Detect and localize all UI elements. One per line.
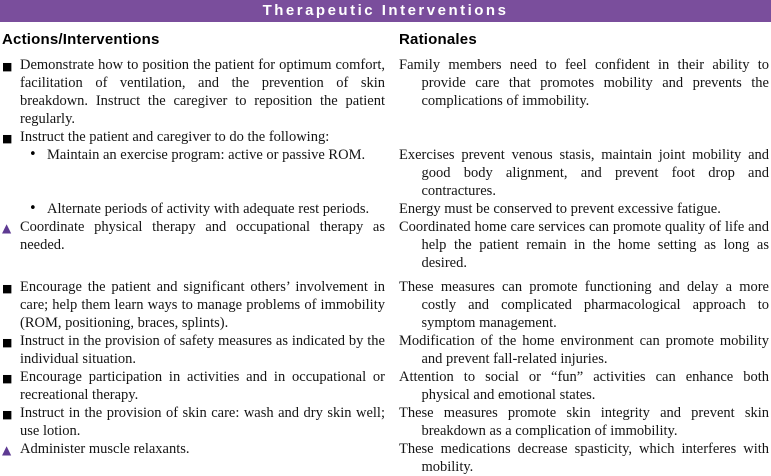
table-row-action xyxy=(2,56,385,128)
table-row-rationale: These measures promote skin integrity and prevent skin breakdown as a complication of immobility. xyxy=(399,405,769,439)
table-row-action xyxy=(2,200,385,218)
table-row-rationale: Modification of the home environment can promote mobility and prevent fall-related injuries. xyxy=(399,333,769,367)
table-row-action xyxy=(2,218,385,272)
square-bullet-icon: ■ xyxy=(2,60,13,73)
square-bullet-icon: ■ xyxy=(2,372,13,385)
table-row-rationale: These measures can promote functioning and delay a more costly and complicated pharmacological approach to symptom management. xyxy=(399,279,769,331)
table-title-bar xyxy=(0,0,771,22)
table-row-action xyxy=(2,278,385,332)
table-row-action xyxy=(2,128,385,146)
action-text: Instruct in the provision of safety measures as indicated by the individual situation. xyxy=(20,333,385,367)
table-row-rationale: Energy must be conserved to prevent excessive fatigue. xyxy=(399,201,721,217)
table-row-action xyxy=(2,404,385,440)
action-text: Administer muscle relaxants. xyxy=(20,441,190,457)
triangle-bullet-icon: ▲ xyxy=(2,443,12,457)
triangle-bullet-icon: ▲ xyxy=(2,221,12,235)
square-bullet-icon: ■ xyxy=(2,282,13,295)
dot-bullet-icon: • xyxy=(29,201,37,216)
table-row-rationale: Attention to social or “fun” activities can enhance both physical and emotional states. xyxy=(399,369,769,403)
action-text: Demonstrate how to position the patient for optimum comfort, facilitation of ventilation, and the prevention of skin breakdown. Instruct the caregiver to reposition the patient regularly. xyxy=(20,57,385,127)
action-text: Alternate periods of activity with adequate rest periods. xyxy=(47,201,370,217)
action-text: Instruct in the provision of skin care: wash and dry skin well; use lotion. xyxy=(20,405,385,439)
table-row-action xyxy=(2,332,385,368)
square-bullet-icon: ■ xyxy=(2,408,13,421)
table-row-action xyxy=(2,440,385,476)
action-text: Encourage participation in activities and in occupational or recreational therapy. xyxy=(20,369,385,403)
action-text: Coordinate physical therapy and occupational therapy as needed. xyxy=(20,219,385,253)
table-row-action xyxy=(2,368,385,404)
action-text: Maintain an exercise program: active or passive ROM. xyxy=(47,147,366,163)
action-text: Encourage the patient and significant others’ involvement in care; help them learn ways to manage problems of immobility (ROM, positioning, braces, splints). xyxy=(20,279,385,331)
table-row-rationale: These medications decrease spasticity, which interferes with mobility. xyxy=(399,441,769,475)
dot-bullet-icon: • xyxy=(29,147,37,162)
table-row-rationale: Exercises prevent venous stasis, maintain joint mobility and good body alignment, and prevent foot drop and contractures. xyxy=(399,147,769,199)
table-row-rationale: Family members need to feel confident in their ability to provide care that promotes mobility and prevents the complications of immobility. xyxy=(399,57,769,109)
rationales-column-header: Rationales xyxy=(399,31,477,48)
action-text: Instruct the patient and caregiver to do the following: xyxy=(20,129,330,145)
table-row-rationale xyxy=(399,128,769,146)
table-row-action xyxy=(2,146,385,200)
table-row-rationale: Coordinated home care services can promote quality of life and help the patient remain in the home setting as long as desired. xyxy=(399,219,769,271)
square-bullet-icon: ■ xyxy=(2,336,13,349)
column-headers xyxy=(0,22,771,56)
interventions-table xyxy=(0,56,771,476)
table-title: Therapeutic Interventions xyxy=(262,2,509,19)
actions-column-header: Actions/Interventions xyxy=(2,31,160,48)
square-bullet-icon: ■ xyxy=(2,132,13,145)
